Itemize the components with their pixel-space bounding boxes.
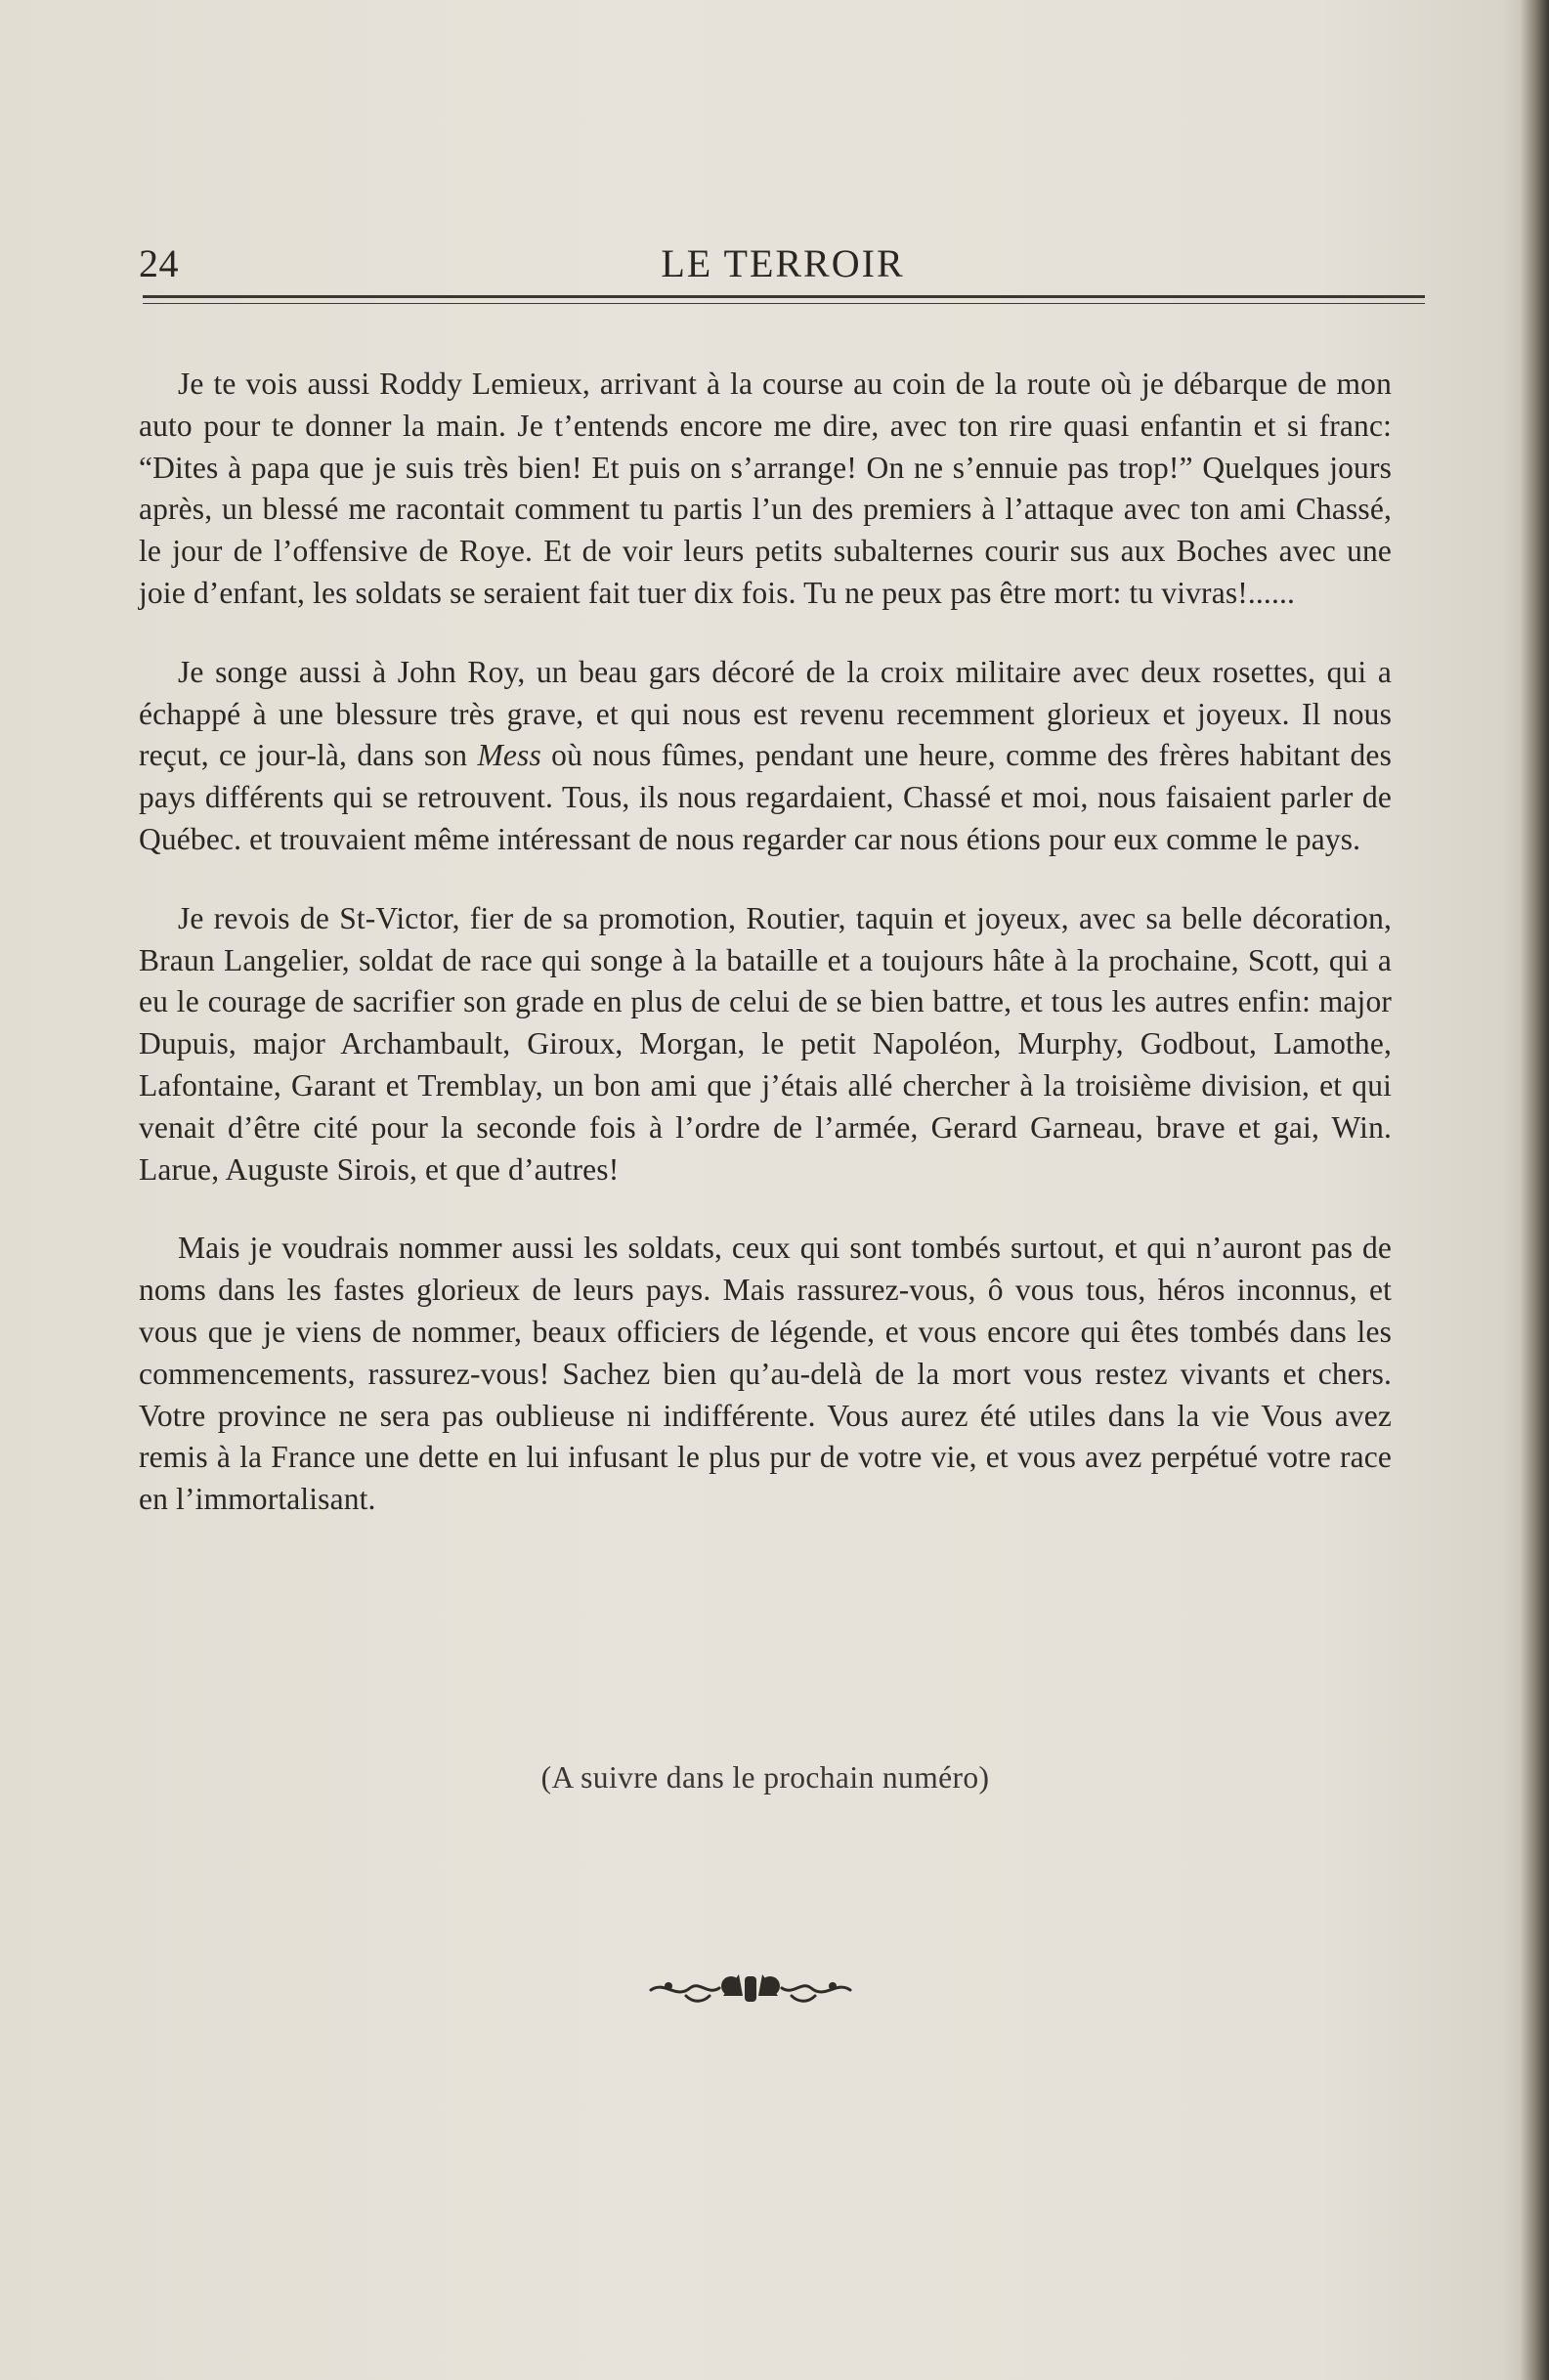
book-spine-shadow [1520,0,1549,2380]
paragraph-1: Je te vois aussi Roddy Lemieux, arrivant à la course au coin de la route où je débarque de mon auto pour te donner la main. Je t’entends encore me dire, avec ton rire quasi enfantin et si franc: “Dites à papa que je suis très bien! Et puis on s’arrange! On ne s’ennuie pas trop!” Quelques jours après, un blessé me racontait comment tu partis l’un des premiers à l’attaque avec ton ami Chassé, le jour de l’offensive de Roye. Et de voir leurs petits subalternes courir sus aux Boches avec une joie d’enfant, les soldats se seraient fait tuer dix fois. Tu ne peux pas être mort: tu vivras!...... [139,367,1392,610]
page-number: 24 [139,241,179,285]
paragraph-2 [139,652,1392,861]
paragraph-4: Mais je voudrais nommer aussi les soldats, ceux qui sont tombés surtout, et qui n’auront pas de noms dans les fastes glorieux de leurs pays. Mais rassurez-vous, ô vous tous, héros inconnus, et vous que je viens de nommer, beaux officiers de légende, et vous encore qui êtes tombés dans les commencements, rassurez-vous! Sachez bien qu’au-delà de la mort vous restez vivants et chers. Votre province ne sera pas oublieuse ni indifférente. Vous aurez été utiles dans la vie Vous avez remis à la France une dette en lui infusant le plus pur de votre vie, et vous avez perpétué votre race en l’immortalisant. [139,1231,1392,1517]
continued-note: (A suivre dans le prochain numéro) [540,1760,990,1795]
page-header [139,233,1427,291]
paragraph-2-italic-word: Mess [477,738,541,773]
floral-vignette-icon [647,1967,854,2010]
paragraph-3: Je revois de St-Victor, fier de sa promotion, Routier, taquin et joyeux, avec sa belle décoration, Braun Langelier, soldat de race qui songe à la bataille et a toujours hâte à la prochaine, Scott, qui a eu le courage de sacrifier son grade en plus de celui de se bien battre, et tous les autres enfin: major Dupuis, major Archambault, Giroux, Morgan, le petit Napoléon, Murphy, Godbout, Lamothe, Lafontaine, Garant et Tremblay, un bon ami que j’étais allé chercher à la troisième division, et qui venait d’être cité pour la seconde fois à l’ordre de l’armée, Gerard Garneau, brave et gai, Win. Larue, Auguste Sirois, et que d’autres! [139,900,1392,1187]
header-rule-thin [143,303,1425,304]
header-rule-thick [143,295,1425,298]
paragraph-2-end: où nous fûmes, pendant une heure, comme des frères habitant des pays différents qui se retrouvent. Tous, ils nous regardaient, Chassé et moi, nous faisaient parler de Québec. et trouvaient même intéressant de nous regarder car nous étions pour eux comme le pays. [139,738,1392,856]
running-title: LE TERROIR [661,241,905,285]
paragraph-2-start: Je songe aussi à John Roy, un beau gars décoré de la croix militaire avec deux rosettes, qui a échappé à une blessure très grave, et qui nous est revenu recemment glorieux et joyeux. Il nous reçut, ce jour-là, dans son [139,654,1392,773]
article-body [139,364,1392,1558]
